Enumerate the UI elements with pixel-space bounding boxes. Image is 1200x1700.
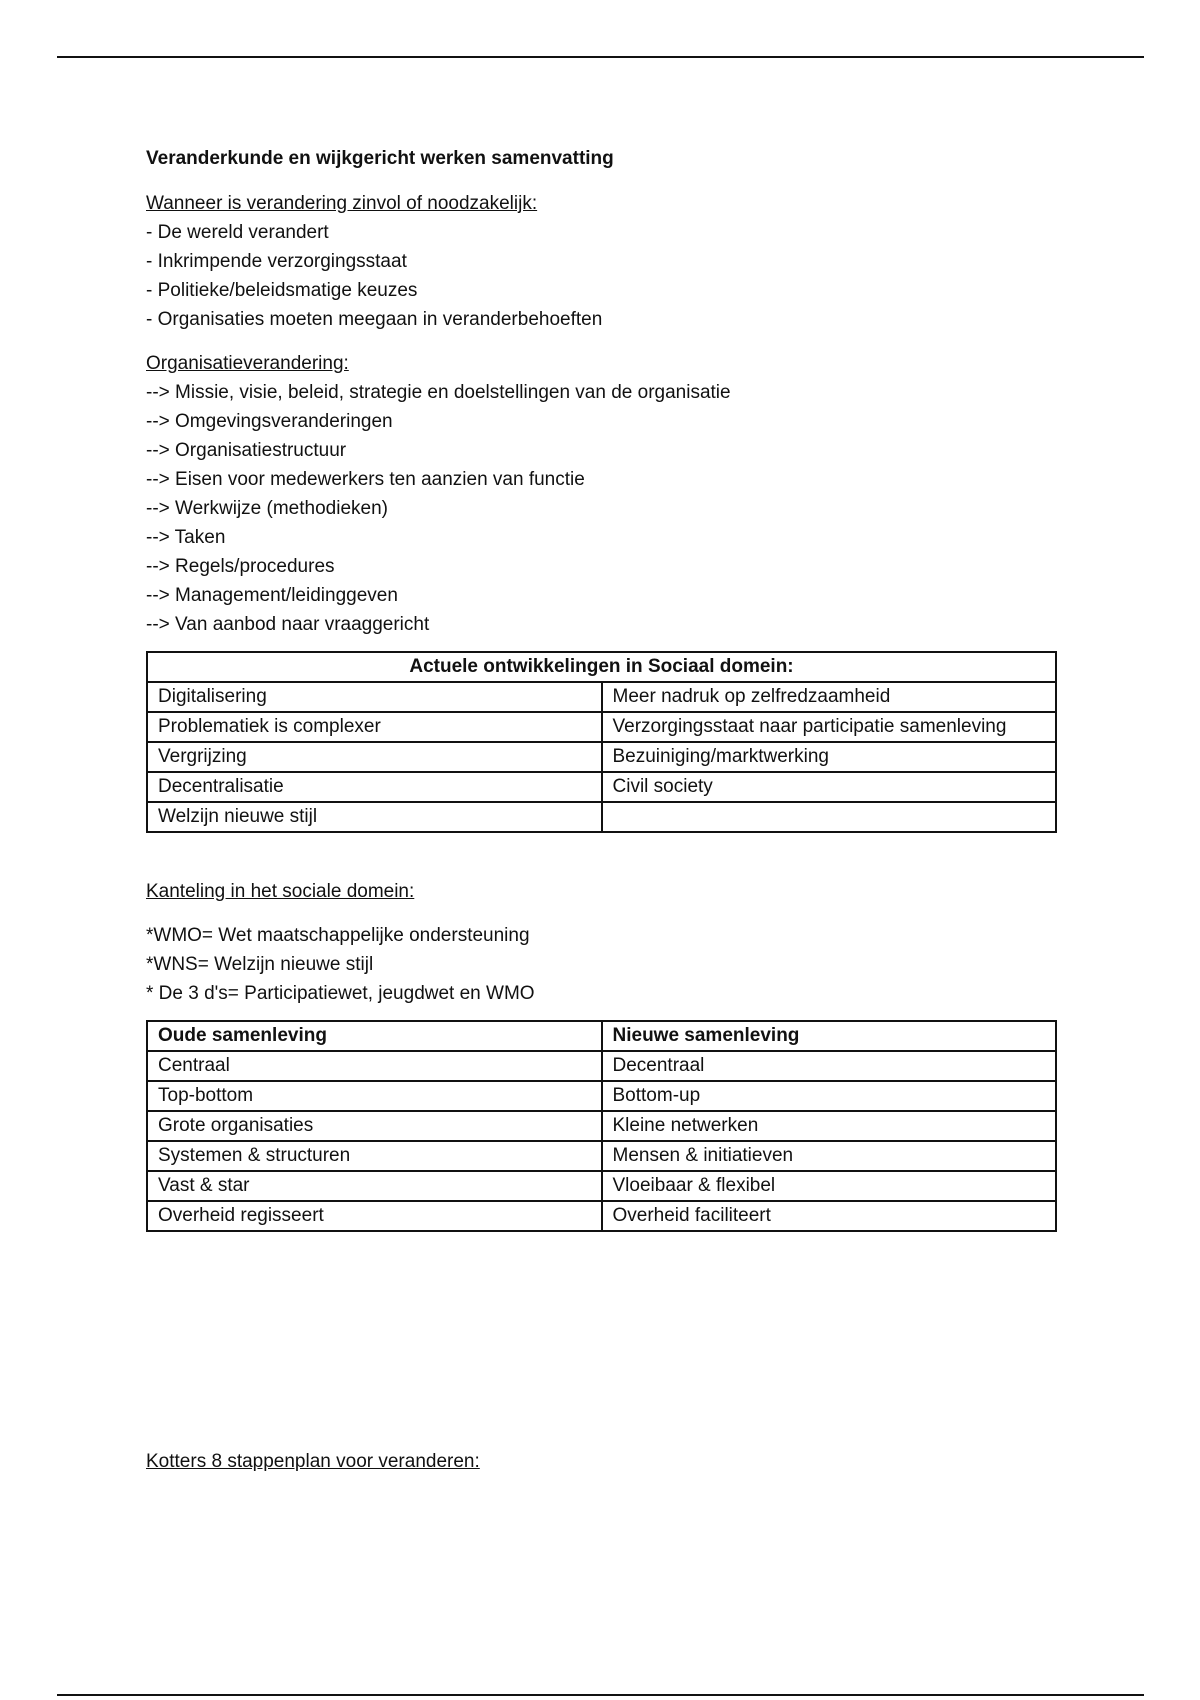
list-item: - Inkrimpende verzorgingsstaat bbox=[146, 251, 407, 272]
developments-table bbox=[146, 651, 1057, 833]
table-cell: Overheid faciliteert bbox=[602, 1201, 1057, 1231]
section-heading-change-reasons: Wanneer is verandering zinvol of noodzakelijk: bbox=[146, 193, 538, 214]
document-title: Veranderkunde en wijkgericht werken samenvatting bbox=[146, 148, 614, 169]
table-cell: Top-bottom bbox=[147, 1081, 602, 1111]
table-cell: Problematiek is complexer bbox=[147, 712, 602, 742]
table-header: Actuele ontwikkelingen in Sociaal domein: bbox=[147, 652, 1056, 682]
table-cell: Civil society bbox=[602, 772, 1057, 802]
section-heading-social-domain-shift: Kanteling in het sociale domein: bbox=[146, 881, 415, 902]
table-cell: Decentraal bbox=[602, 1051, 1057, 1081]
list-item: --> Werkwijze (methodieken) bbox=[146, 498, 388, 519]
table-header: Oude samenleving bbox=[147, 1021, 602, 1051]
list-item: --> Missie, visie, beleid, strategie en doelstellingen van de organisatie bbox=[146, 382, 731, 403]
table-row bbox=[147, 1171, 1056, 1201]
list-item: --> Omgevingsveranderingen bbox=[146, 411, 393, 432]
table-cell: Systemen & structuren bbox=[147, 1141, 602, 1171]
table-row bbox=[147, 682, 1056, 712]
note-item: *WNS= Welzijn nieuwe stijl bbox=[146, 954, 374, 975]
bottom-rule bbox=[57, 1694, 1144, 1696]
table-cell: Digitalisering bbox=[147, 682, 602, 712]
table-row bbox=[147, 1111, 1056, 1141]
table-cell: Bottom-up bbox=[602, 1081, 1057, 1111]
table-cell: Overheid regisseert bbox=[147, 1201, 602, 1231]
table-row bbox=[147, 1201, 1056, 1231]
note-item: * De 3 d's= Participatiewet, jeugdwet en WMO bbox=[146, 983, 535, 1004]
table-cell: Meer nadruk op zelfredzaamheid bbox=[602, 682, 1057, 712]
table-cell: Decentralisatie bbox=[147, 772, 602, 802]
note-item: *WMO= Wet maatschappelijke ondersteuning bbox=[146, 925, 530, 946]
list-item: --> Eisen voor medewerkers ten aanzien van functie bbox=[146, 469, 585, 490]
table-cell: Grote organisaties bbox=[147, 1111, 602, 1141]
table-row bbox=[147, 1051, 1056, 1081]
table-cell: Verzorgingsstaat naar participatie samenleving bbox=[602, 712, 1057, 742]
table-row bbox=[147, 1141, 1056, 1171]
table-header-row bbox=[147, 652, 1056, 682]
abbreviation-notes bbox=[146, 921, 1066, 1008]
table-header: Nieuwe samenleving bbox=[602, 1021, 1057, 1051]
table-cell: Kleine netwerken bbox=[602, 1111, 1057, 1141]
table-cell: Vergrijzing bbox=[147, 742, 602, 772]
table-cell: Welzijn nieuwe stijl bbox=[147, 802, 602, 832]
top-rule bbox=[57, 56, 1144, 58]
list-item: --> Management/leidinggeven bbox=[146, 585, 398, 606]
change-reasons-list bbox=[146, 218, 1066, 334]
section-heading-kotter-steps: Kotters 8 stappenplan voor veranderen: bbox=[146, 1451, 480, 1472]
society-comparison-table bbox=[146, 1020, 1057, 1232]
table-row bbox=[147, 802, 1056, 832]
table-row bbox=[147, 742, 1056, 772]
table-cell bbox=[602, 802, 1057, 832]
table-cell: Mensen & initiatieven bbox=[602, 1141, 1057, 1171]
table-row bbox=[147, 1081, 1056, 1111]
list-item: - De wereld verandert bbox=[146, 222, 329, 243]
organisational-change-list bbox=[146, 378, 1066, 639]
table-cell: Vast & star bbox=[147, 1171, 602, 1201]
list-item: --> Taken bbox=[146, 527, 226, 548]
table-header-row bbox=[147, 1021, 1056, 1051]
table-cell: Centraal bbox=[147, 1051, 602, 1081]
table-row bbox=[147, 772, 1056, 802]
table-cell: Bezuiniging/marktwerking bbox=[602, 742, 1057, 772]
list-item: --> Organisatiestructuur bbox=[146, 440, 347, 461]
document-body bbox=[146, 144, 1066, 1476]
table-row bbox=[147, 712, 1056, 742]
list-item: --> Van aanbod naar vraaggericht bbox=[146, 614, 430, 635]
section-heading-organisational-change: Organisatieverandering: bbox=[146, 353, 349, 374]
list-item: - Politieke/beleidsmatige keuzes bbox=[146, 280, 418, 301]
list-item: - Organisaties moeten meegaan in veranderbehoeften bbox=[146, 309, 603, 330]
table-cell: Vloeibaar & flexibel bbox=[602, 1171, 1057, 1201]
list-item: --> Regels/procedures bbox=[146, 556, 335, 577]
